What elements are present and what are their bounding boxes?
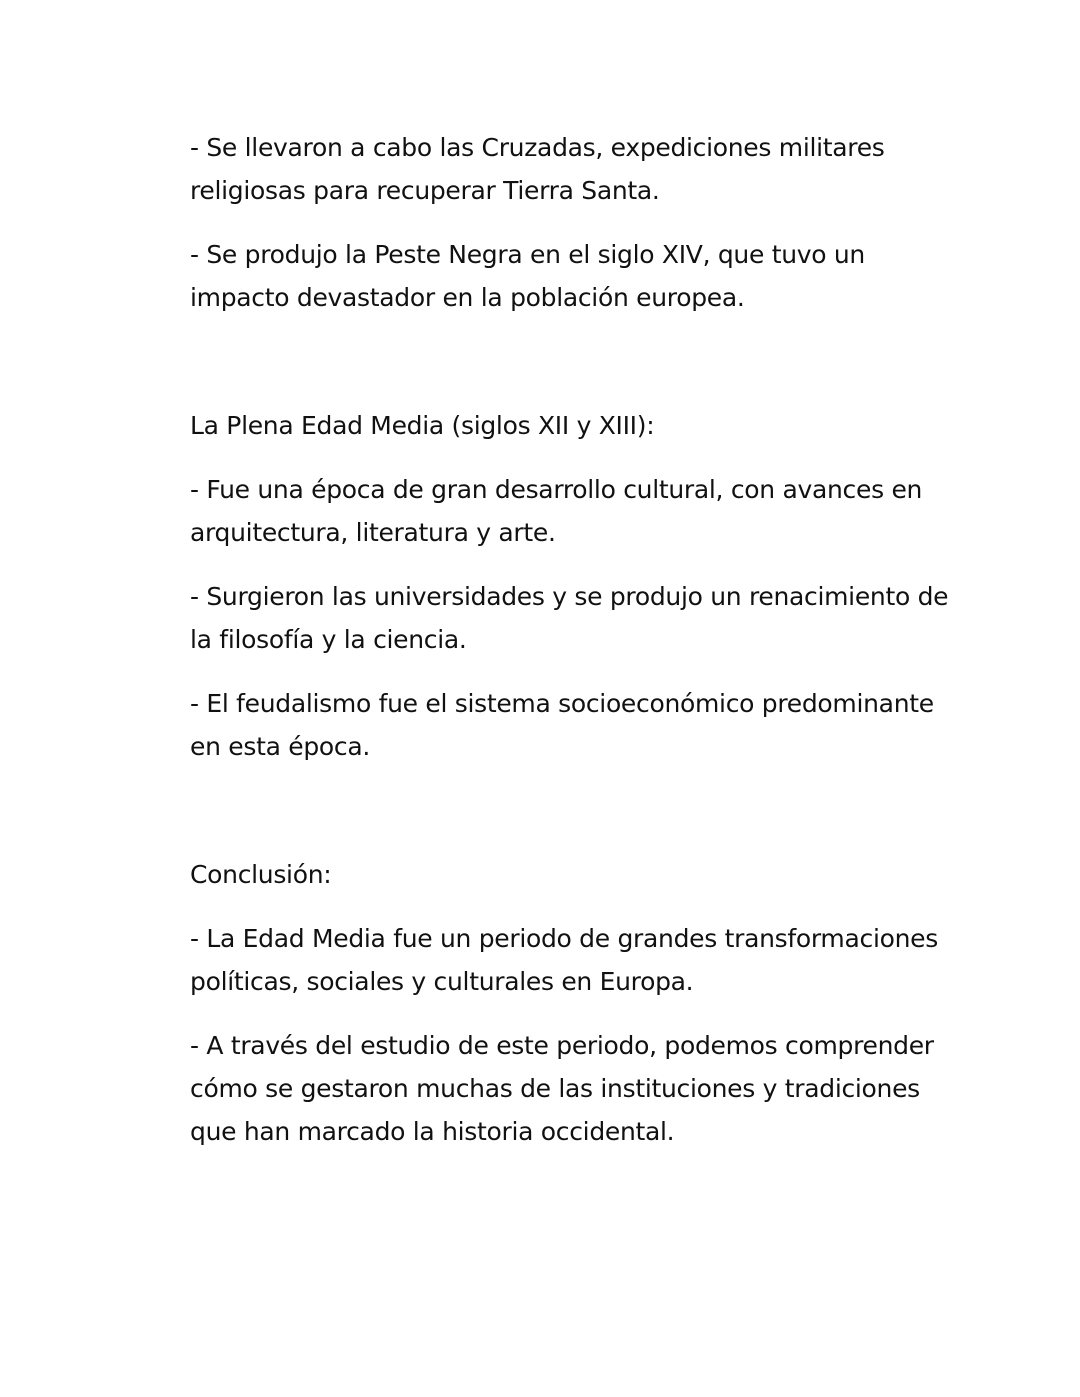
heading-plena-edad-media: La Plena Edad Media (siglos XII y XIII): <box>190 411 655 440</box>
paragraph-cruzadas: - Se llevaron a cabo las Cruzadas, expediciones militares religiosas para recuperar Tierra Santa. <box>190 133 885 205</box>
paragraph-peste-negra: - Se produjo la Peste Negra en el siglo XIV, que tuvo un impacto devastador en la población europea. <box>190 240 865 312</box>
paragraph-universidades: - Surgieron las universidades y se produjo un renacimiento de la filosofía y la ciencia. <box>190 582 949 654</box>
paragraph-estudio-periodo: - A través del estudio de este periodo, podemos comprender cómo se gestaron muchas de las instituciones y tradiciones que han marcado la historia occidental. <box>190 1031 934 1146</box>
paragraph-desarrollo-cultural: - Fue una época de gran desarrollo cultural, con avances en arquitectura, literatura y arte. <box>190 475 923 547</box>
document-page <box>190 126 970 1174</box>
paragraph-feudalismo: - El feudalismo fue el sistema socioeconómico predominante en esta época. <box>190 689 934 761</box>
paragraph-transformaciones: - La Edad Media fue un periodo de grandes transformaciones políticas, sociales y culturales en Europa. <box>190 924 938 996</box>
heading-conclusion: Conclusión: <box>190 860 332 889</box>
